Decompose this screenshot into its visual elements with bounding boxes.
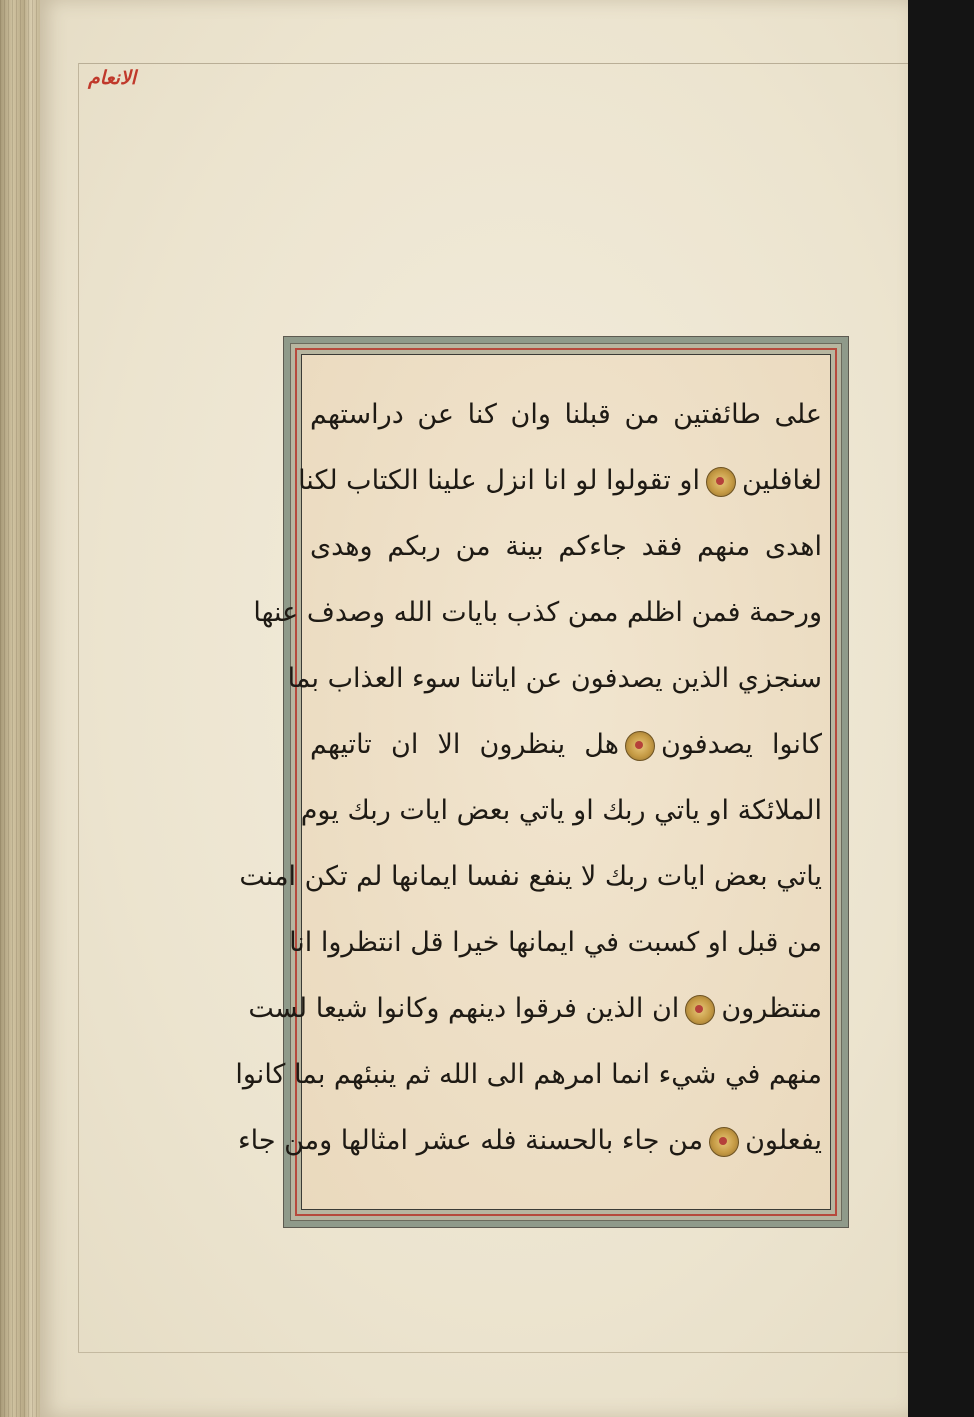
verse-marker-icon xyxy=(685,995,715,1025)
text-line-8: ياتي بعض ايات ربك لا ينفع نفسا ايمانها لم تكن امنت xyxy=(239,861,822,892)
text-block xyxy=(235,354,831,1210)
text-line-11: منهم في شيء انما امرهم الى الله ثم ينبئهم بما كانوا xyxy=(235,1059,822,1090)
text-line-2: لغافليناو تقولوا لو انا انزل علينا الكتاب لكنا xyxy=(298,465,822,496)
verse-marker-icon xyxy=(625,731,655,761)
text-line-7: الملائكة او ياتي ربك او ياتي بعض ايات ربك يوم xyxy=(300,795,822,826)
surah-heading: الانعام xyxy=(87,67,137,89)
text-line-4: ورحمة فمن اظلم ممن كذب بايات الله وصدف عنها xyxy=(253,597,822,628)
scan-border xyxy=(908,0,974,1417)
frame-band xyxy=(235,343,842,1221)
page-rule-top xyxy=(78,63,908,64)
text-line-10: منتظرونان الذين فرقوا دينهم وكانوا شيعا لست xyxy=(248,993,822,1024)
text-line-3: اهدى منهم فقد جاءكم بينة من ربكم وهدى xyxy=(310,531,822,562)
text-line-12: يفعلونمن جاء بالحسنة فله عشر امثالها ومن جاء xyxy=(237,1125,822,1156)
page-rule-left xyxy=(78,63,79,1353)
verse-marker-icon xyxy=(706,467,736,497)
verse-marker-icon xyxy=(709,1127,739,1157)
text-frame xyxy=(235,336,849,1228)
text-line-9: من قبل او كسبت في ايمانها خيرا قل انتظروا انا xyxy=(289,927,822,958)
text-line-6: كانوا يصدفونهل ينظرون الا ان تاتيهم xyxy=(310,729,822,760)
text-line-5: سنجزي الذين يصدفون عن اياتنا سوء العذاب بما xyxy=(287,663,822,694)
text-line-1: على طائفتين من قبلنا وان كنا عن دراستهم xyxy=(310,399,822,430)
page-rule-bottom xyxy=(78,1352,908,1353)
